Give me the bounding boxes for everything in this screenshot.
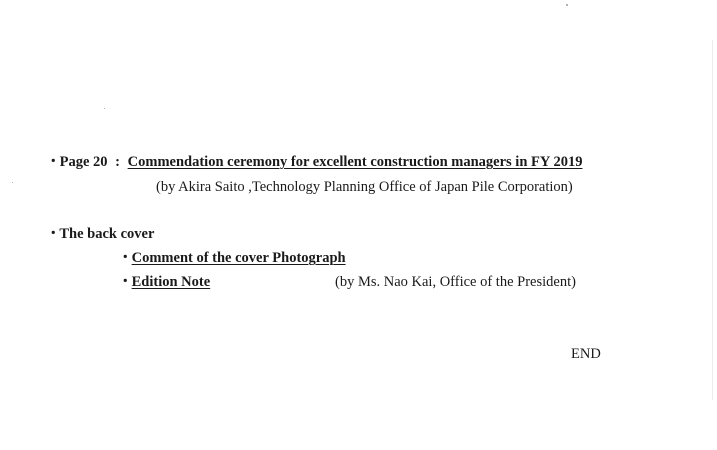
toc-subitem-cover-photo <box>118 249 346 267</box>
end-mark: END <box>571 346 601 362</box>
toc-subitem-title: Edition Note <box>131 274 211 290</box>
bullet: ・ <box>46 226 61 242</box>
scan-speck <box>104 108 105 109</box>
toc-item-title: Commendation ceremony for excellent construction managers in FY 2019 <box>127 154 583 170</box>
toc-subitem-credit: (by Ms. Nao Kai, Office of the President) <box>335 274 576 290</box>
toc-item-credit: (by Akira Saito ,Technology Planning Office of Japan Pile Corporation) <box>156 179 573 195</box>
scan-edge-shadow <box>712 40 713 400</box>
scan-speck <box>12 182 13 183</box>
bullet: ・ <box>118 250 133 266</box>
scan-speck <box>566 4 568 6</box>
toc-item-back-cover <box>46 225 154 243</box>
toc-item-label: Page 20 <box>59 154 108 170</box>
toc-item-page20 <box>46 153 582 171</box>
toc-subitem-edition-note <box>118 273 210 291</box>
toc-item-label: The back cover <box>59 226 155 242</box>
bullet: ・ <box>118 274 133 290</box>
toc-subitem-title: Comment of the cover Photograph <box>131 250 346 266</box>
toc-item-separator: : <box>115 154 121 170</box>
bullet: ・ <box>46 154 61 170</box>
